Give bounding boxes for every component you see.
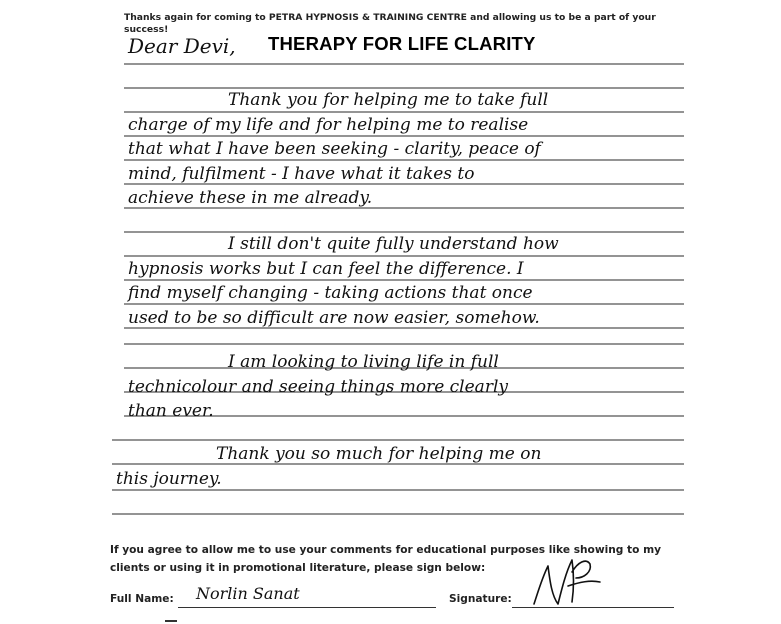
letter-line: that what I have been seeking - clarity, peace of [128, 139, 541, 159]
letter-line: I am looking to living life in full [228, 352, 499, 372]
page-title: THERAPY FOR LIFE CLARITY [268, 33, 536, 54]
letter-line: Thank you for helping me to take full [228, 90, 549, 110]
intro-text: Thanks again for coming to PETRA HYPNOSIS & TRAINING CENTRE and allowing us to be a part of your success! [124, 12, 656, 35]
letter-paragraph-2 [128, 234, 688, 332]
letter-line: Thank you so much for helping me on [216, 444, 542, 464]
consent-text: If you agree to allow me to use your comments for educational purposes like showing to my clients or using it in promotional literature, please sign below: [110, 544, 662, 574]
letter-line: find myself changing - taking actions that once [128, 283, 533, 303]
letter-line: technicolour and seeing things more clearly [128, 376, 508, 397]
letter-line: than ever. [128, 401, 214, 421]
letter-greeting: Dear Devi, [128, 34, 236, 58]
signature-label: Signature: [449, 593, 512, 605]
letter-line: achieve these in me already. [128, 188, 373, 208]
signature-mark [528, 552, 628, 614]
letter-line: I still don't quite fully understand how [228, 234, 559, 254]
letter-paragraph-4 [116, 444, 676, 493]
full-name-label: Full Name: [110, 593, 174, 605]
full-name-underline [178, 607, 436, 608]
full-name-value: Norlin Sanat [196, 584, 300, 603]
letter-paragraph-3 [128, 352, 688, 426]
letter-line: used to be so difficult are now easier, somehow. [128, 307, 540, 328]
crop-mark [165, 620, 177, 622]
letter-line: charge of my life and for helping me to realise [128, 114, 529, 135]
letter-line: this journey. [116, 468, 222, 489]
letter-paragraph-1 [128, 90, 688, 213]
letter-line: hypnosis works but I can feel the difference. I [128, 258, 524, 279]
letter-line: mind, fulfilment - I have what it takes to [128, 163, 475, 184]
